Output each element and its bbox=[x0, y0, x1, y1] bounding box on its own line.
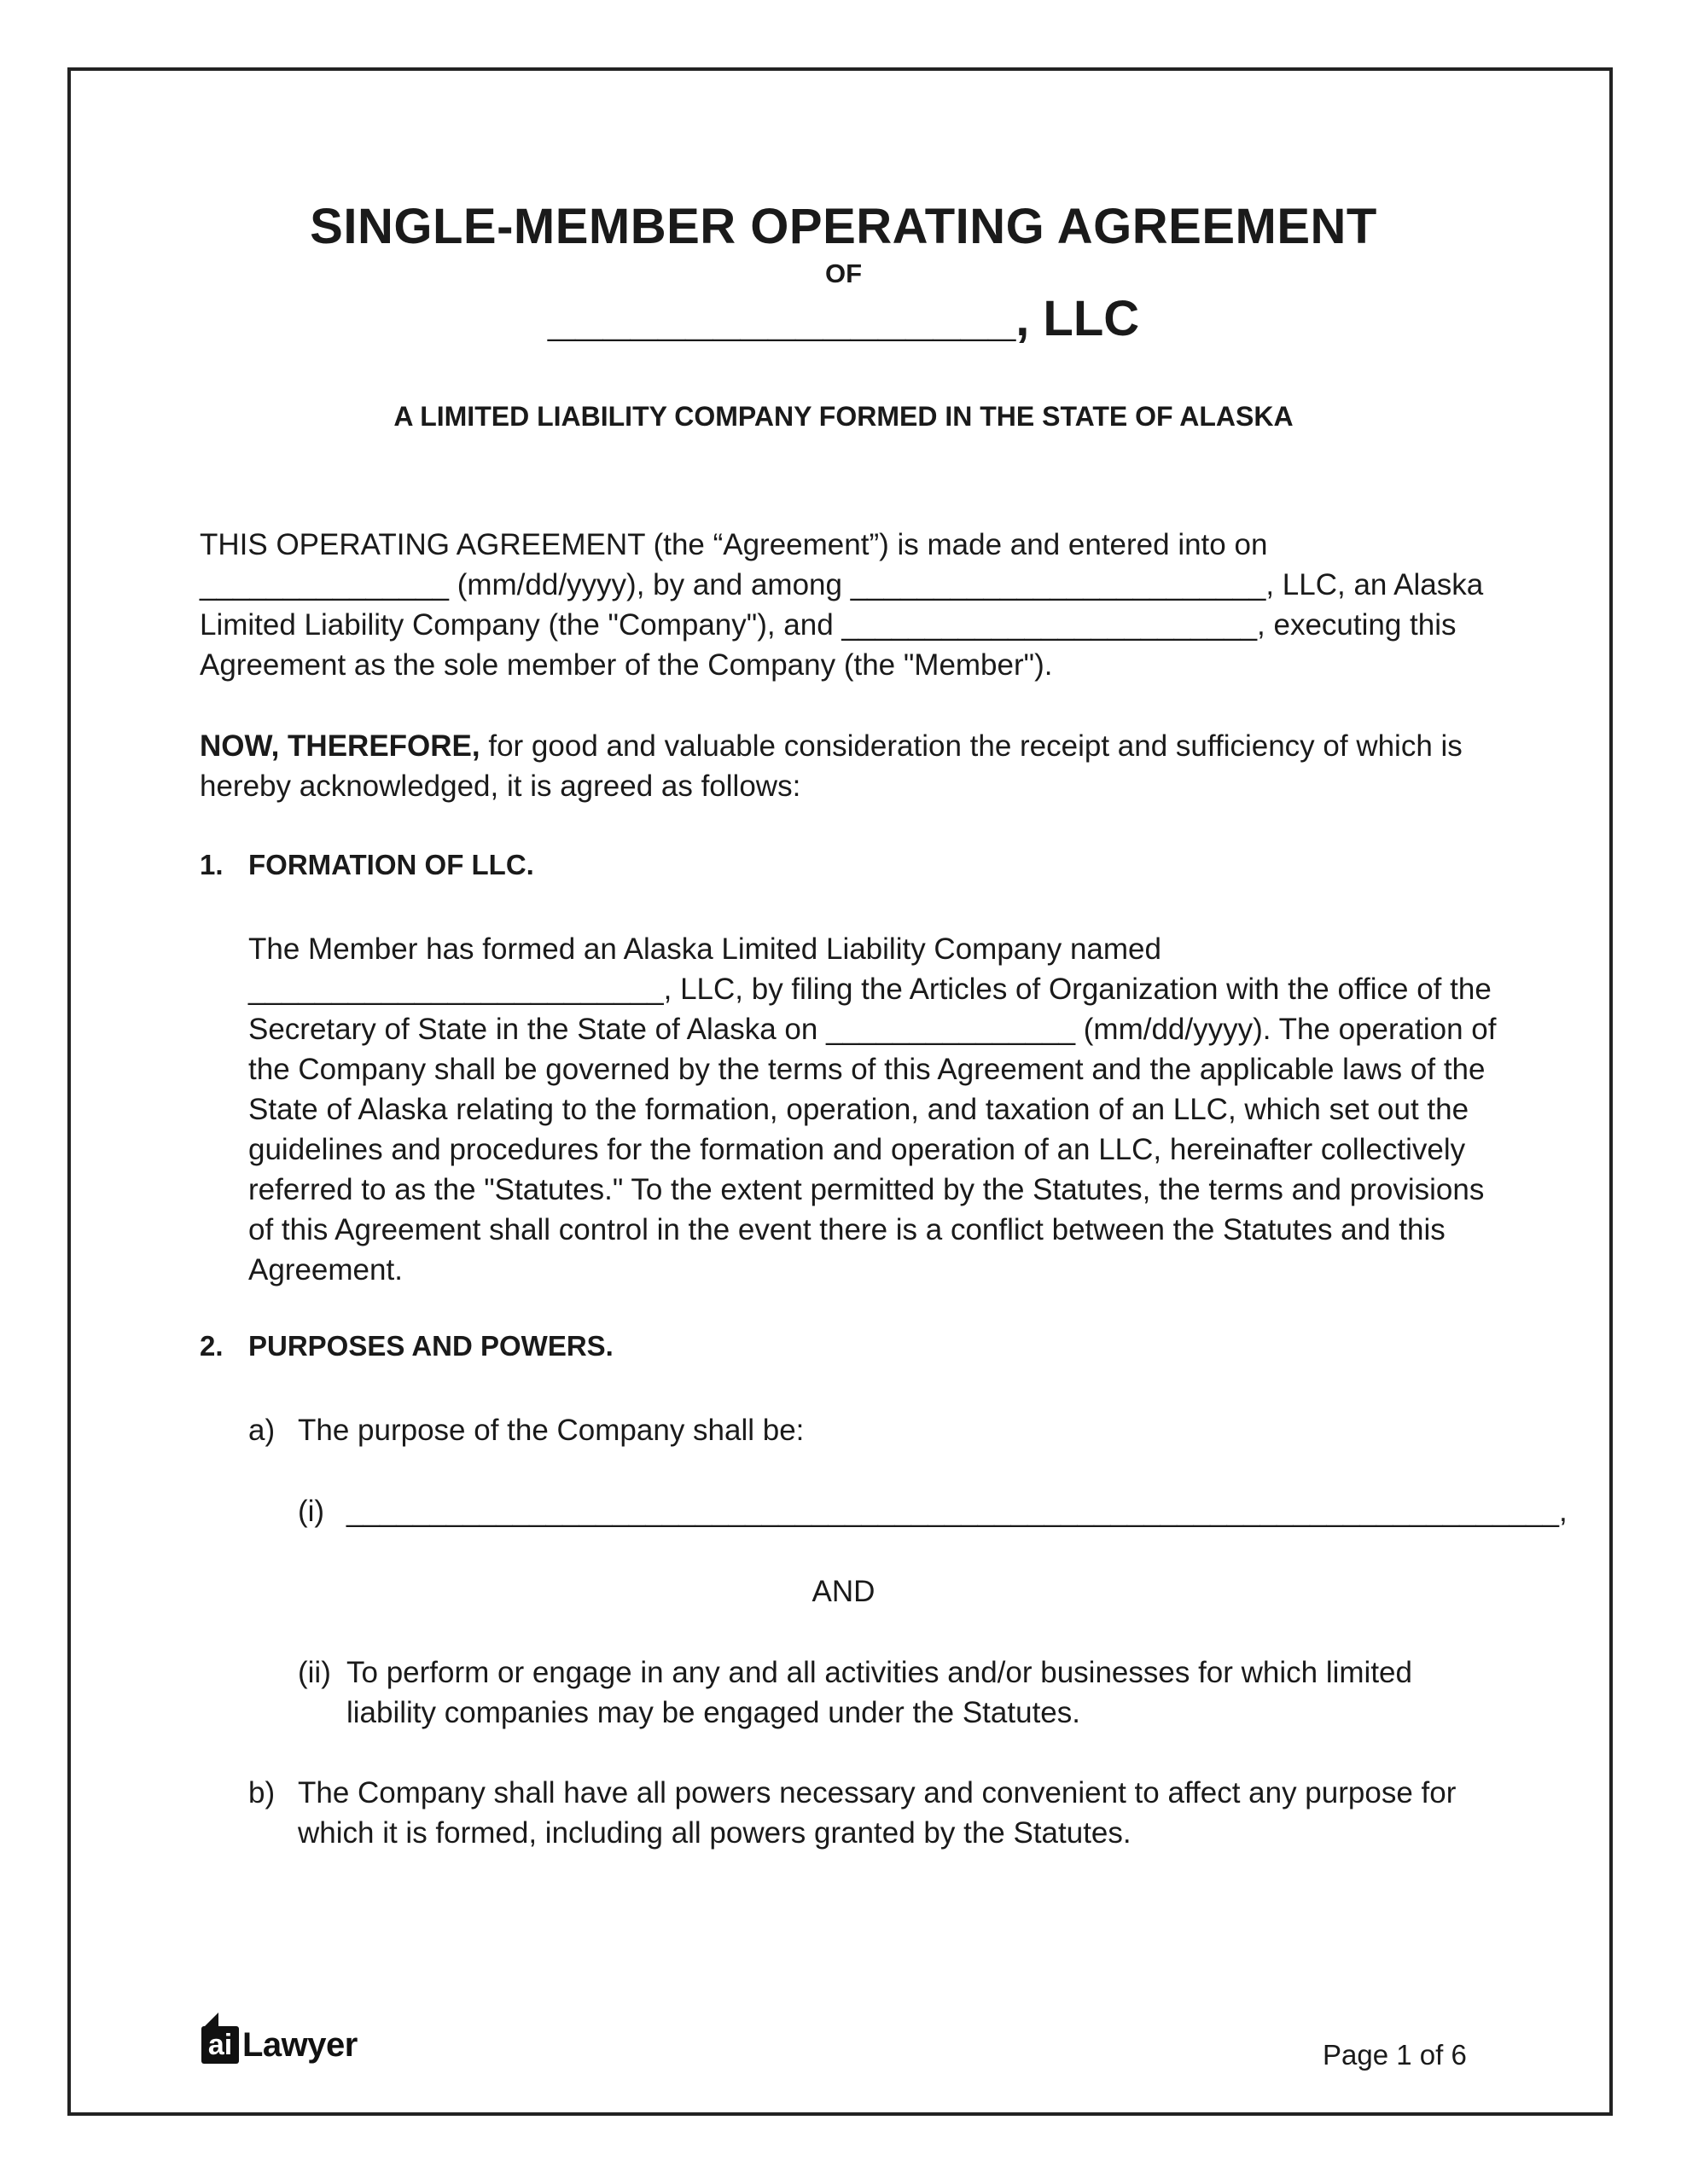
intro-paragraph: THIS OPERATING AGREEMENT (the “Agreement”) is made and entered into on _______________ (mm/dd/yyyy), by and among _________________________, LLC, an Alaska Limited Liability Company (the "Company"), and _________________________, executing this Agreement as the sole member of the Company (the "Member"). bbox=[200, 528, 1484, 682]
clause-a-label: a) bbox=[248, 1414, 276, 1447]
now-therefore-text: for good and valuable consideration the receipt and sufficiency of which is hereby acknowledged, it is agreed as follows: bbox=[200, 729, 1463, 803]
section-1-text: The Member has formed an Alaska Limited Liability Company named _________________________, LLC, by filing the Articles of Organization with the office of the Secretary of State in the State of Alaska on _______________ (mm/dd/yyyy). The operation of the Company shall be governed by the terms of this Agreement and the applicable laws of the State of Alaska relating to the formation, operation, and taxation of an LLC, which set out the guidelines and procedures for the formation and operation of an LLC, hereinafter collectively referred to as the "Statutes." To the extent permitted by the Statutes, the terms and provisions of this Agreement shall control in the event there is a conflict between the Statutes and this Agreement. bbox=[248, 932, 1497, 1287]
llc-name-line: _________________, LLC bbox=[547, 291, 1140, 346]
page-number: Page 1 of 6 bbox=[1323, 2039, 1467, 2071]
logo-wordmark: Lawyer bbox=[242, 2026, 358, 2064]
section-1-number: 1. bbox=[200, 849, 224, 880]
section-2-title: PURPOSES AND POWERS. bbox=[248, 1330, 614, 1362]
clause-b-text: The Company shall have all powers necessary and convenient to affect any purpose for which it is formed, including all powers granted by the Statutes. bbox=[298, 1776, 1457, 1850]
purpose-blank-line: _________________________________________________________________________, bbox=[346, 1495, 1568, 1528]
clause-a-text: The purpose of the Company shall be: bbox=[298, 1414, 805, 1447]
ailawyer-logo bbox=[201, 2026, 358, 2064]
clause-ii-text: To perform or engage in any and all activities and/or businesses for which limited liability companies may be engaged under the Statutes. bbox=[346, 1656, 1412, 1729]
document-of: OF bbox=[824, 258, 863, 288]
clause-b-label: b) bbox=[248, 1776, 276, 1809]
now-therefore-label: NOW, THEREFORE, bbox=[200, 729, 480, 763]
and-connector: AND bbox=[812, 1575, 875, 1608]
clause-i-label: (i) bbox=[298, 1495, 325, 1528]
ai-logo-icon: ai bbox=[201, 2026, 239, 2064]
clause-ii-label: (ii) bbox=[298, 1656, 331, 1689]
now-therefore-paragraph bbox=[200, 726, 1497, 806]
section-2-number: 2. bbox=[200, 1330, 224, 1362]
section-1-title: FORMATION OF LLC. bbox=[248, 849, 534, 880]
formed-in-state: A LIMITED LIABILITY COMPANY FORMED IN THE STATE OF ALASKA bbox=[393, 401, 1294, 432]
document-title: SINGLE-MEMBER OPERATING AGREEMENT bbox=[310, 199, 1377, 254]
